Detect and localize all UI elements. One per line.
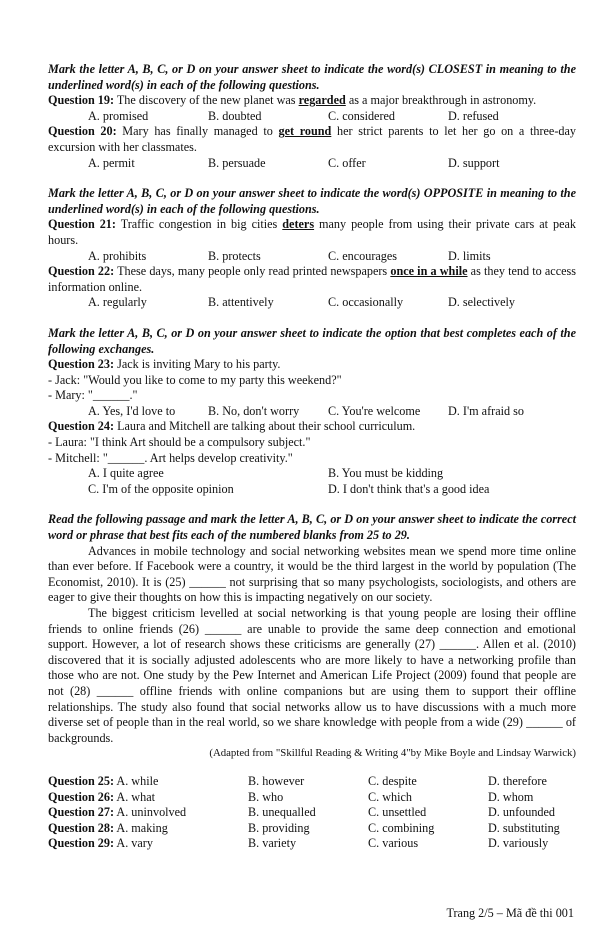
section-instruction-exchanges: Mark the letter A, B, C, or D on your answer sheet to indicate the option that best completes each of the following exchanges. bbox=[48, 325, 576, 356]
option-a: A. what bbox=[116, 789, 155, 804]
question-text: as a major breakthrough in astronomy. bbox=[348, 93, 537, 108]
options-q21 bbox=[48, 249, 576, 265]
exam-page bbox=[48, 62, 576, 852]
option-b: B. who bbox=[248, 789, 284, 804]
question-label: Question 24: bbox=[48, 419, 115, 434]
answer-row bbox=[48, 774, 576, 790]
question-23 bbox=[48, 357, 576, 373]
question-label: Question 21: bbox=[48, 217, 116, 232]
option-d: D. refused bbox=[448, 108, 499, 123]
option-d: D. substituting bbox=[488, 820, 560, 835]
answer-table bbox=[48, 774, 576, 852]
option-d: D. limits bbox=[448, 248, 491, 263]
underlined-word: once in a while bbox=[390, 264, 468, 279]
option-b: B. No, don't worry bbox=[208, 403, 300, 418]
option-b: B. doubted bbox=[208, 108, 262, 123]
section-instruction-closest: Mark the letter A, B, C, or D on your answer sheet to indicate the word(s) CLOSEST in meaning to the underlined word(s) in each of the following questions. bbox=[48, 62, 576, 92]
section-instruction-passage: Read the following passage and mark the letter A, B, C, or D on your answer sheet to indicate the correct word or phrase that best fits each of the numbered blanks from 25 to 29. bbox=[48, 512, 576, 543]
passage-source: (Adapted from "Skillful Reading & Writing 4"by Mike Boyle and Lindsay Warwick) bbox=[209, 747, 576, 760]
option-a: A. promised bbox=[88, 108, 149, 123]
option-b: B. attentively bbox=[208, 295, 274, 310]
option-a: A. Yes, I'd love to bbox=[88, 403, 176, 418]
question-label: Question 26: bbox=[48, 789, 115, 804]
option-b: B. providing bbox=[248, 820, 310, 835]
option-a: A. permit bbox=[88, 155, 135, 170]
question-label: Question 23: bbox=[48, 357, 115, 372]
question-22 bbox=[48, 264, 576, 295]
option-d: D. I don't think that's a good idea bbox=[328, 481, 490, 496]
underlined-word: deters bbox=[282, 217, 315, 232]
question-text: Laura and Mitchell are talking about their school curriculum. bbox=[117, 419, 416, 434]
question-label: Question 25: bbox=[48, 773, 115, 788]
passage-paragraph-2: The biggest criticism levelled at social networking is that young people are losing their offline friends to online friends (26) ______ are unable to provide the same deep connection and emotional support. However, a lot of research shows these criticisms are generally (27) ______. Allen et al. (2010) discovered that it is socially adjusted adolescents who are more likely to have a networking profile than those who are not. One study by the Pew Internet and American Life Project (2009) found that people are not (28) ______ offline friends with online companions but are using them to support their offline relationships. The study also found that social networks allow us to have discussions with a much more diverse set of people than in the real world, so we share knowledge with people from a wide (29) ______ of backgrounds. bbox=[48, 606, 576, 745]
option-d: D. unfounded bbox=[488, 805, 556, 820]
option-c: C. encourages bbox=[328, 248, 398, 263]
question-label: Question 28: bbox=[48, 820, 115, 835]
option-b: B. variety bbox=[248, 836, 297, 851]
option-d: D. whom bbox=[488, 789, 534, 804]
question-text: The discovery of the new planet was bbox=[116, 93, 296, 108]
option-c: C. offer bbox=[328, 155, 366, 170]
option-c: C. which bbox=[368, 789, 413, 804]
option-c: C. occasionally bbox=[328, 295, 404, 310]
option-d: D. variously bbox=[488, 836, 549, 851]
question-text: Jack is inviting Mary to his party. bbox=[117, 357, 281, 372]
question-24 bbox=[48, 419, 576, 435]
options-q24 bbox=[48, 466, 576, 497]
answer-row bbox=[48, 790, 576, 806]
answer-row bbox=[48, 805, 576, 821]
option-d: D. I'm afraid so bbox=[448, 403, 524, 418]
question-text: as they tend to access information online. bbox=[48, 264, 576, 294]
option-b: B. You must be kidding bbox=[328, 466, 444, 481]
option-a: A. I quite agree bbox=[88, 466, 164, 481]
underlined-word: get round bbox=[278, 124, 332, 139]
answer-row bbox=[48, 821, 576, 837]
question-text: Mary has finally managed to bbox=[122, 124, 273, 139]
question-20 bbox=[48, 124, 576, 155]
option-a: A. making bbox=[116, 820, 168, 835]
options-q22 bbox=[48, 295, 576, 311]
question-text: Traffic congestion in big cities bbox=[120, 217, 278, 232]
question-19 bbox=[48, 93, 576, 109]
underlined-word: regarded bbox=[298, 93, 346, 108]
option-d: D. therefore bbox=[488, 773, 547, 788]
options-q19 bbox=[48, 109, 576, 125]
dialogue-line: - Mary: "______." bbox=[48, 388, 138, 403]
option-b: B. unequalled bbox=[248, 805, 316, 820]
question-label: Question 29: bbox=[48, 836, 115, 851]
question-label: Question 20: bbox=[48, 124, 117, 139]
option-c: C. combining bbox=[368, 820, 435, 835]
option-a: A. regularly bbox=[88, 295, 147, 310]
section-instruction-opposite: Mark the letter A, B, C, or D on your answer sheet to indicate the word(s) OPPOSITE in meaning to the underlined word(s) in each of the following questions. bbox=[48, 186, 576, 216]
dialogue-line: - Mitchell: "______. Art helps develop creativity." bbox=[48, 450, 293, 465]
page-footer: Trang 2/5 – Mã đề thi 001 bbox=[446, 906, 574, 920]
question-label: Question 22: bbox=[48, 264, 115, 279]
options-q20 bbox=[48, 156, 576, 172]
question-label: Question 27: bbox=[48, 805, 115, 820]
option-d: D. selectively bbox=[448, 295, 516, 310]
option-a: A. while bbox=[116, 773, 159, 788]
option-b: B. however bbox=[248, 773, 305, 788]
option-c: C. I'm of the opposite opinion bbox=[88, 481, 234, 496]
option-c: C. considered bbox=[328, 108, 396, 123]
option-d: D. support bbox=[448, 155, 500, 170]
question-text: These days, many people only read printed newspapers bbox=[117, 264, 388, 279]
option-a: A. vary bbox=[116, 836, 153, 851]
option-c: C. various bbox=[368, 836, 419, 851]
option-b: B. protects bbox=[208, 248, 261, 263]
option-b: B. persuade bbox=[208, 155, 266, 170]
option-c: C. unsettled bbox=[368, 805, 427, 820]
question-text: her strict parents to let her go on a three-day excursion with her classmates. bbox=[48, 124, 576, 154]
answer-row bbox=[48, 836, 576, 852]
question-21 bbox=[48, 217, 576, 248]
passage-paragraph-1: Advances in mobile technology and social networking websites mean we spend more time online than ever before. If Facebook were a country, it would be the third largest in the world by population (The Economist, 2010). It is (25) ______ not surprising that so many psychologists, sociologists, and others are eager to give their thoughts on how this is impacting negatively on our society. bbox=[48, 543, 576, 605]
options-q23 bbox=[48, 404, 576, 420]
question-text: many people from using their private cars at peak hours. bbox=[48, 217, 576, 247]
question-label: Question 19: bbox=[48, 93, 115, 108]
dialogue-line: - Jack: "Would you like to come to my party this weekend?" bbox=[48, 372, 342, 387]
option-a: A. prohibits bbox=[88, 248, 147, 263]
dialogue-line: - Laura: "I think Art should be a compulsory subject." bbox=[48, 435, 311, 450]
option-c: C. You're welcome bbox=[328, 403, 421, 418]
option-c: C. despite bbox=[368, 773, 417, 788]
option-a: A. uninvolved bbox=[116, 805, 187, 820]
